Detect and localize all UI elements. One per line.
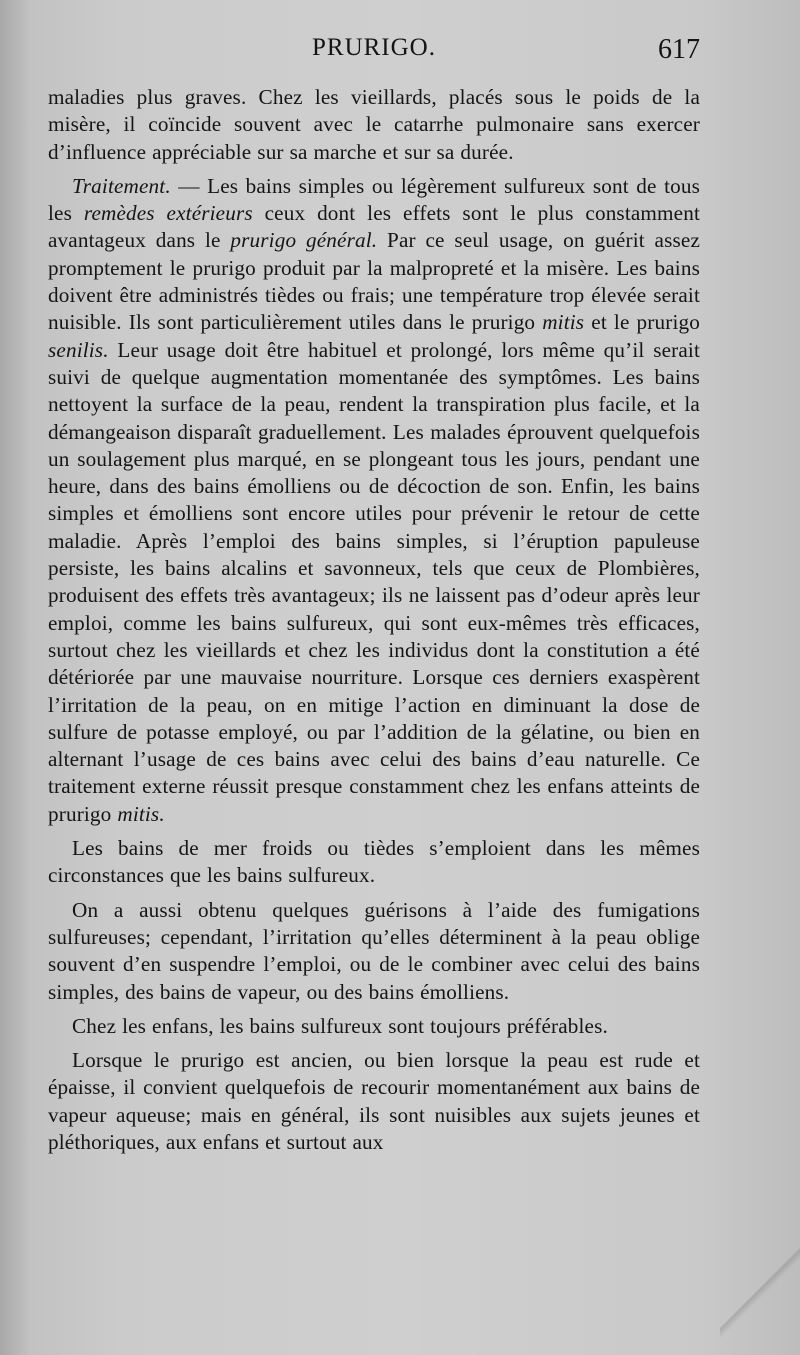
italic-text: prurigo général. [230, 228, 378, 253]
text-run: Chez les enfans, les bains sulfureux sont toujours préférables. [72, 1013, 608, 1038]
text-run: Les bains de mer froids ou tièdes s’emploient dans les mêmes circonstances que les bains sulfureux. [48, 836, 700, 888]
paragraph [48, 1047, 700, 1156]
body-text [48, 84, 700, 1156]
text-run: Leur usage doit être habituel et prolongé, lors même qu’il serait suivi de quelque augmentation momentanée des symptômes. Les bains nettoyent la surface de la peau, rendent la transpiration plus facile, et la démangeaison disparaît graduellement. Les malades éprouvent quelquefois un soulagement plus marqué, en se plongeant tous les jours, pendant une heure, dans des bains émolliens ou de décoction de son. Enfin, les bains simples et émolliens sont encore utiles pour prévenir le retour de cette maladie. Après l’emploi des bains simples, si l’éruption papuleuse persiste, les bains alcalins et savonneux, tels que ceux de Plombières, produisent des effets très avantageux; ils ne laissent pas d’odeur après leur emploi, comme les bains sulfureux, qui sont eux-mêmes très efficaces, surtout chez les vieillards et chez les individus dont la constitution a été détériorée par une mauvaise nourriture. Lorsque ces derniers exaspèrent l’irritation de la peau, on en mitige l’action en diminuant la dose de sulfure de potasse employé, ou par l’addition de la gélatine, ou bien en alternant l’usage de ces bains avec celui des bains d’eau naturelle. Ce traitement externe réussit presque constamment chez les enfans atteints de prurigo [48, 337, 700, 826]
paragraph [48, 173, 700, 828]
italic-text: mitis [542, 310, 585, 335]
text-run: maladies plus graves. Chez les vieillards, placés sous le poids de la misère, il coïncide souvent avec le catarrhe pulmonaire sans exercer d’influence appréciable sur sa marche et sur sa durée. [48, 85, 700, 164]
text-run: Par ce seul usage, on guérit assez promptement le prurigo produit par la malpropreté et la misère. Les bains doivent être administrés tièdes ou frais; une température trop élevée serait nuisible. Ils sont particulièrement utiles dans le prurigo [48, 228, 701, 335]
italic-text: remèdes extérieurs [83, 201, 253, 226]
page-edge-shadow [720, 1195, 800, 1355]
text-run: — Les bains simples ou légèrement sulfureux sont de tous les [48, 173, 700, 226]
running-title: PRURIGO. [312, 34, 436, 61]
paragraph [48, 835, 700, 890]
text-run: et le prurigo [584, 310, 700, 335]
text-run: On a aussi obtenu quelques guérisons à l’aide des fumigations sulfureuses; cependant, l’irritation qu’elles déterminent à la peau oblige souvent d’en suspendre l’emploi, ou de le combiner avec celui des bains simples, des bains de vapeur, ou des bains émolliens. [48, 897, 700, 1004]
text-run: ceux dont les effets sont le plus constamment avantageux dans le [48, 201, 701, 253]
page-header [48, 34, 700, 74]
italic-text: mitis. [117, 801, 165, 826]
page-number: 617 [658, 34, 700, 65]
italic-text: Traitement. [72, 173, 171, 198]
italic-text: senilis. [48, 337, 109, 362]
paragraph [48, 897, 700, 1006]
paragraph [48, 1013, 700, 1040]
text-run: Lorsque le prurigo est ancien, ou bien lorsque la peau est rude et épaisse, il convient quelquefois de recourir momentanément aux bains de vapeur aqueuse; mais en général, ils sont nuisibles aux sujets jeunes et pléthoriques, aux enfans et surtout aux [48, 1048, 700, 1154]
paragraph [48, 84, 700, 166]
